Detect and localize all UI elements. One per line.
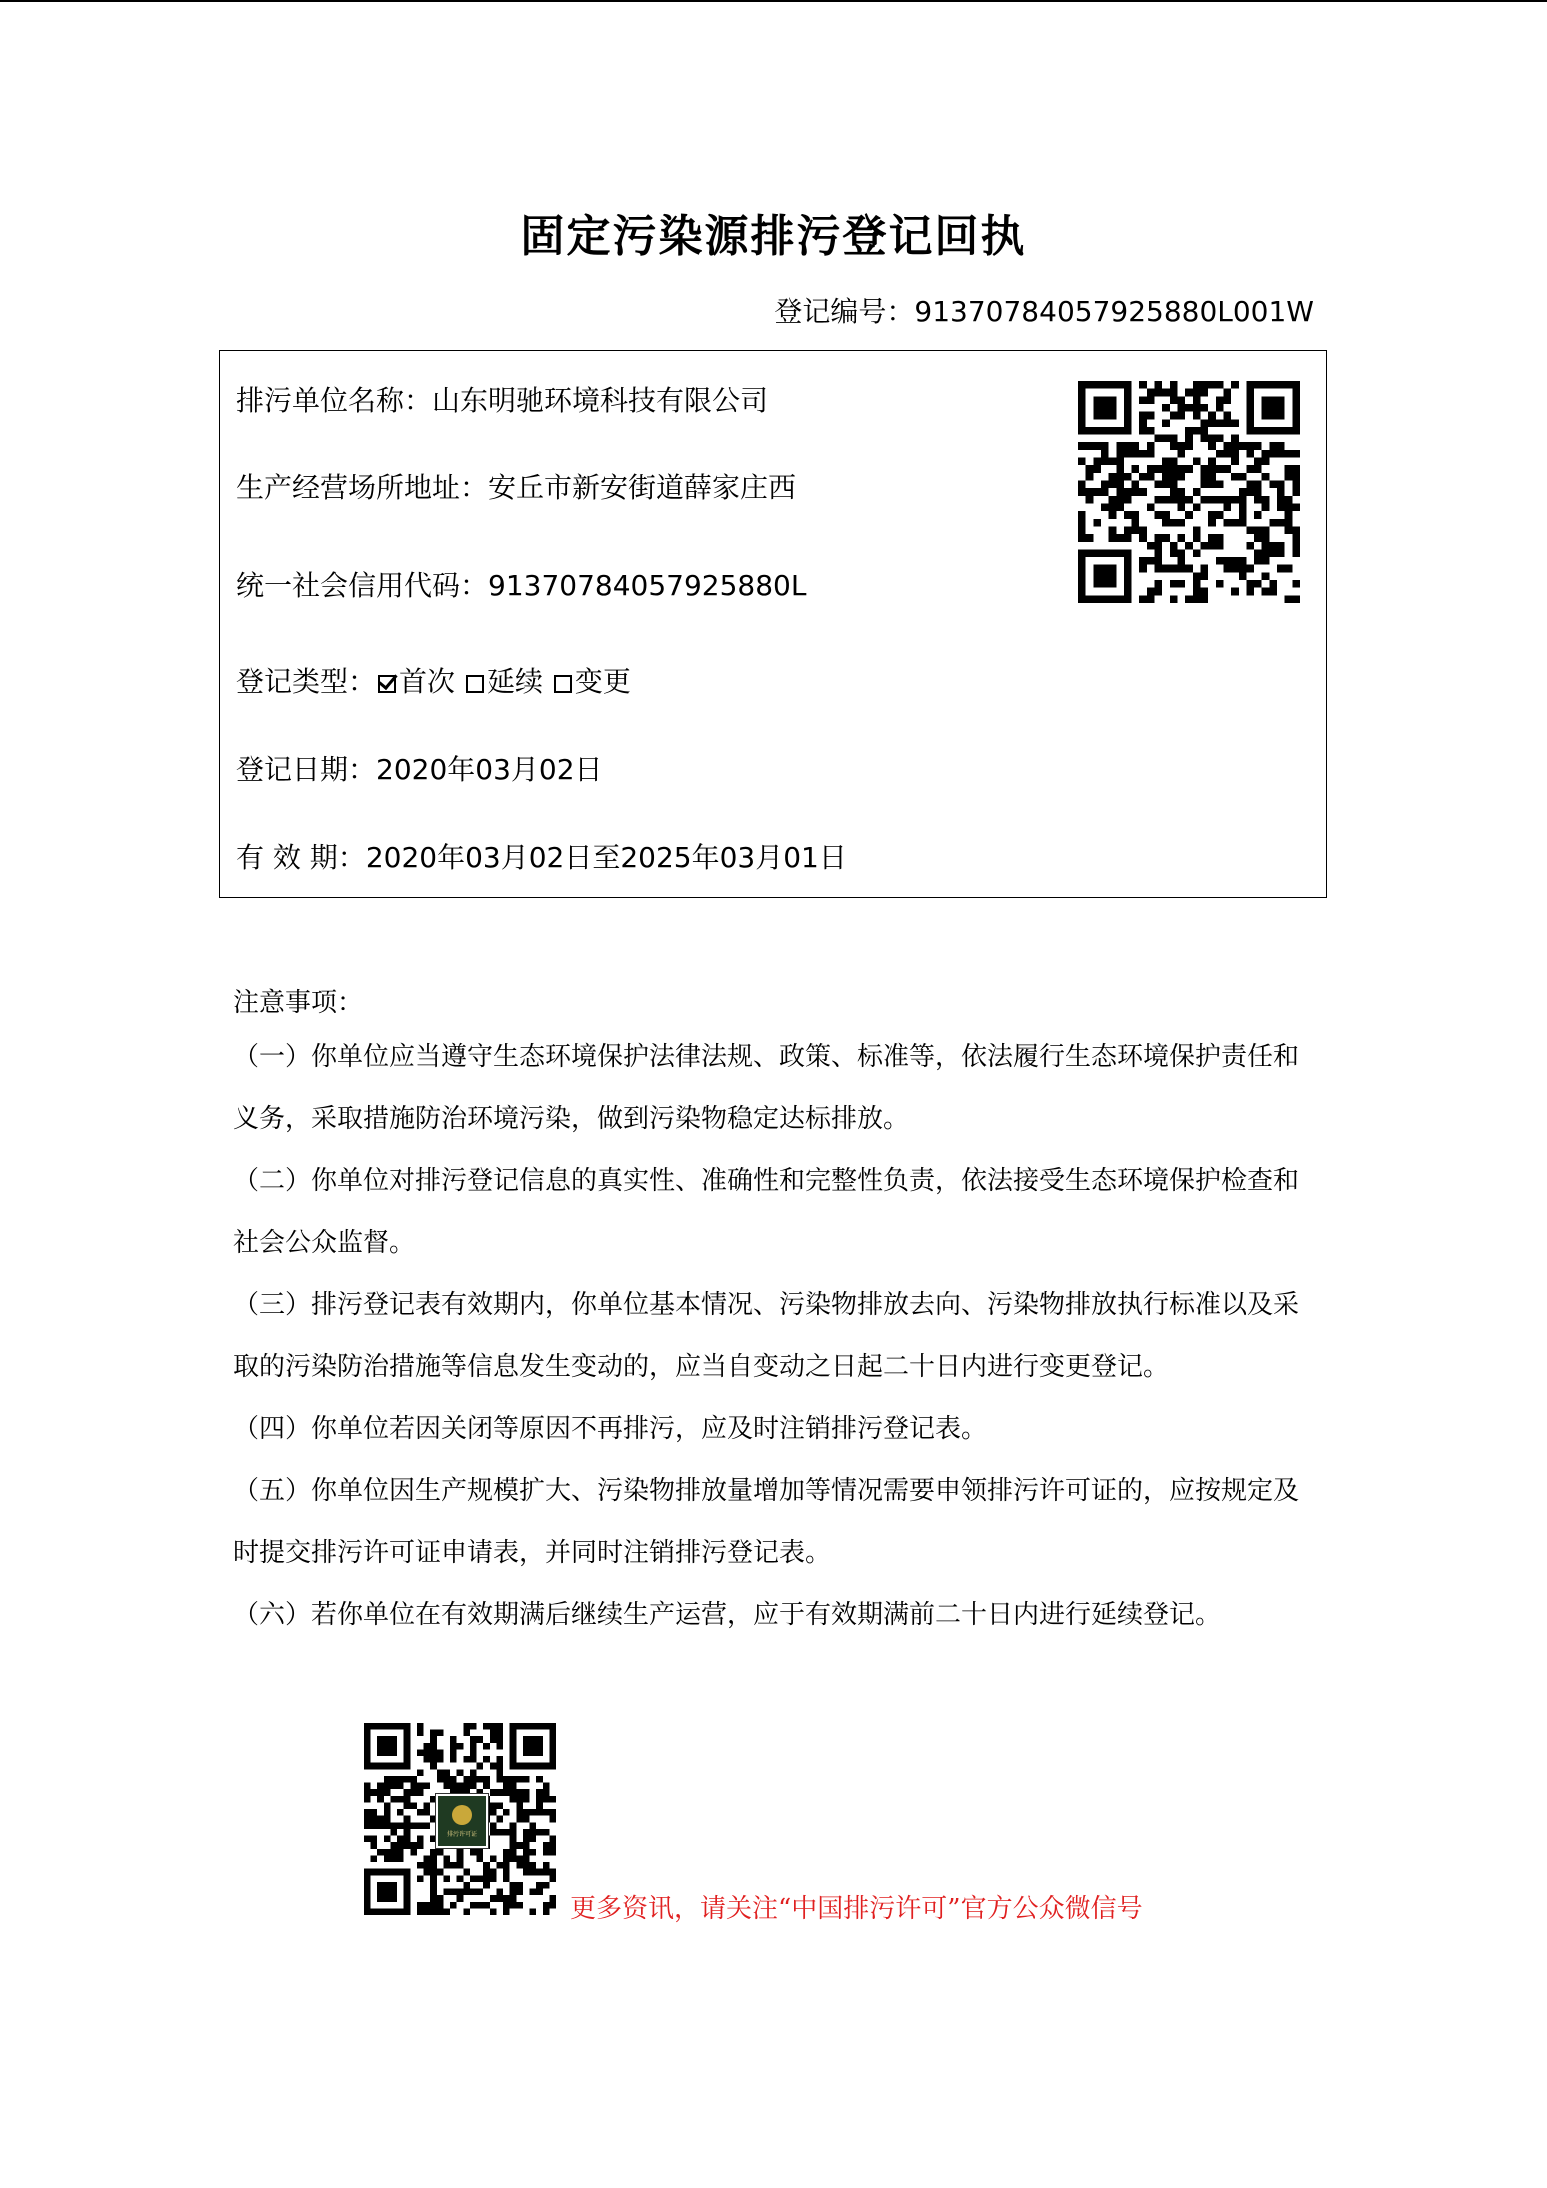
- address-label: 生产经营场所地址：: [236, 471, 489, 504]
- registration-type-label: 登记类型：: [236, 665, 377, 698]
- registration-qr-code: [1078, 381, 1300, 603]
- note-item-2: （二）你单位对排污登记信息的真实性、准确性和完整性负责，依法接受生态环境保护检查和社会公众监督。: [233, 1166, 1300, 1258]
- validity-label: 有 效 期：: [236, 841, 366, 874]
- type-option-first-time: 首次: [399, 665, 456, 698]
- unit-name-value: 山东明驰环境科技有限公司: [432, 384, 769, 417]
- unit-name-label: 排污单位名称：: [236, 384, 433, 417]
- unit-name-row: [236, 379, 768, 419]
- note-item-5: （五）你单位因生产规模扩大、污染物排放量增加等情况需要申领排污许可证的，应按规定及时提交排污许可证申请表，并同时注销排污登记表。: [233, 1476, 1300, 1568]
- registration-number-value: 91370784057925880L001W: [914, 295, 1314, 328]
- registration-date-value: 2020年03月02日: [376, 753, 603, 786]
- checkbox-first-time: [378, 675, 396, 693]
- note-item-4: （四）你单位若因关闭等原因不再排污，应及时注销排污登记表。: [233, 1414, 988, 1444]
- qr-logo-label: 排污许可证: [446, 1830, 477, 1838]
- registration-date-row: [236, 748, 603, 788]
- validity-value: 2020年03月02日至2025年03月01日: [365, 841, 847, 874]
- type-option-change: 变更: [574, 665, 631, 698]
- document-title: 固定污染源排污登记回执: [520, 211, 1027, 262]
- type-option-renewal: 延续: [486, 665, 543, 698]
- emblem-icon: [452, 1805, 472, 1825]
- registration-number: [774, 290, 1314, 330]
- credit-code-label: 统一社会信用代码：: [236, 569, 489, 602]
- credit-code-row: [236, 564, 806, 604]
- top-rule: [0, 0, 1547, 2]
- wechat-promo-text: 更多资讯，请关注“中国排污许可”官方公众微信号: [570, 1894, 1143, 1924]
- registration-type-row: [236, 660, 631, 700]
- validity-row: [236, 836, 847, 876]
- registration-number-label: 登记编号：: [774, 295, 915, 328]
- note-item-1: （一）你单位应当遵守生态环境保护法律法规、政策、标准等，依法履行生态环境保护责任和义务，采取措施防治环境污染，做到污染物稳定达标排放。: [233, 1042, 1300, 1134]
- notes-heading: 注意事项：: [233, 988, 364, 1018]
- registration-date-label: 登记日期：: [236, 753, 377, 786]
- address-row: [236, 466, 796, 506]
- note-item-6: （六）若你单位在有效期满后继续生产运营，应于有效期满前二十日内进行延续登记。: [233, 1600, 1222, 1630]
- address-value: 安丘市新安街道薛家庄西: [488, 471, 797, 504]
- note-item-3: （三）排污登记表有效期内，你单位基本情况、污染物排放去向、污染物排放执行标准以及采取的污染防治措施等信息发生变动的，应当自变动之日起二十日内进行变更登记。: [233, 1290, 1300, 1382]
- credit-code-value: 91370784057925880L: [488, 569, 807, 602]
- wechat-qr-logo: [436, 1794, 488, 1848]
- checkbox-renewal: [466, 675, 484, 693]
- checkbox-change: [554, 675, 572, 693]
